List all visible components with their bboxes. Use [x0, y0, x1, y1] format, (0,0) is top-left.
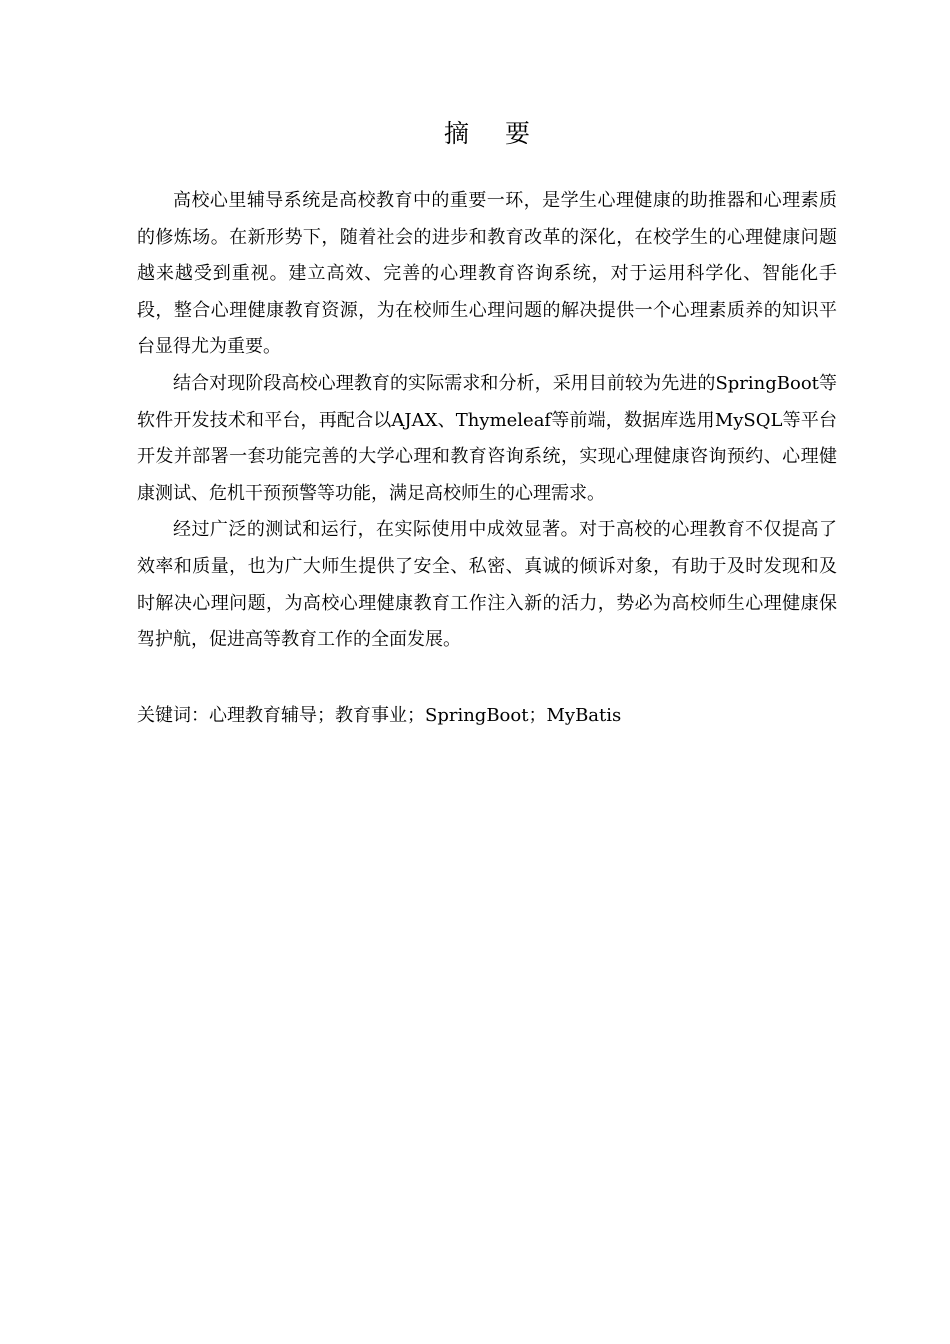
keywords-label: 关键词：: [137, 705, 209, 726]
abstract-paragraph-1: 高校心里辅导系统是高校教育中的重要一环，是学生心理健康的助推器和心理素质的修炼场。在新形势下，随着社会的进步和教育改革的深化，在校学生的心理健康问题越来越受到重视。建立高效、完善的心理教育咨询系统，对于运用科学化、智能化手段，整合心理健康教育资源，为在校师生心理问题的解决提供一个心理素质养的知识平台显得尤为重要。: [137, 190, 837, 358]
abstract-title: 摘要: [443, 119, 566, 148]
abstract-body: [137, 183, 837, 659]
keywords-line: [137, 700, 837, 732]
keywords-text: 心理教育辅导；教育事业；SpringBoot；MyBatis: [209, 705, 622, 726]
abstract-paragraph-2: 结合对现阶段高校心理教育的实际需求和分析，采用目前较为先进的SpringBoot等软件开发技术和平台，再配合以AJAX、Thymeleaf等前端，数据库选用MySQL等平台开发并部署一套功能完善的大学心理和教育咨询系统，实现心理健康咨询预约、心理健康测试、危机干预预警等功能，满足高校师生的心理需求。: [137, 372, 837, 504]
abstract-paragraph-3: 经过广泛的测试和运行，在实际使用中成效显著。对于高校的心理教育不仅提高了效率和质量，也为广大师生提供了安全、私密、真诚的倾诉对象，有助于及时发现和及时解决心理问题，为高校心理健康教育工作注入新的活力，势必为高校师生心理健康保驾护航，促进高等教育工作的全面发展。: [137, 519, 837, 651]
